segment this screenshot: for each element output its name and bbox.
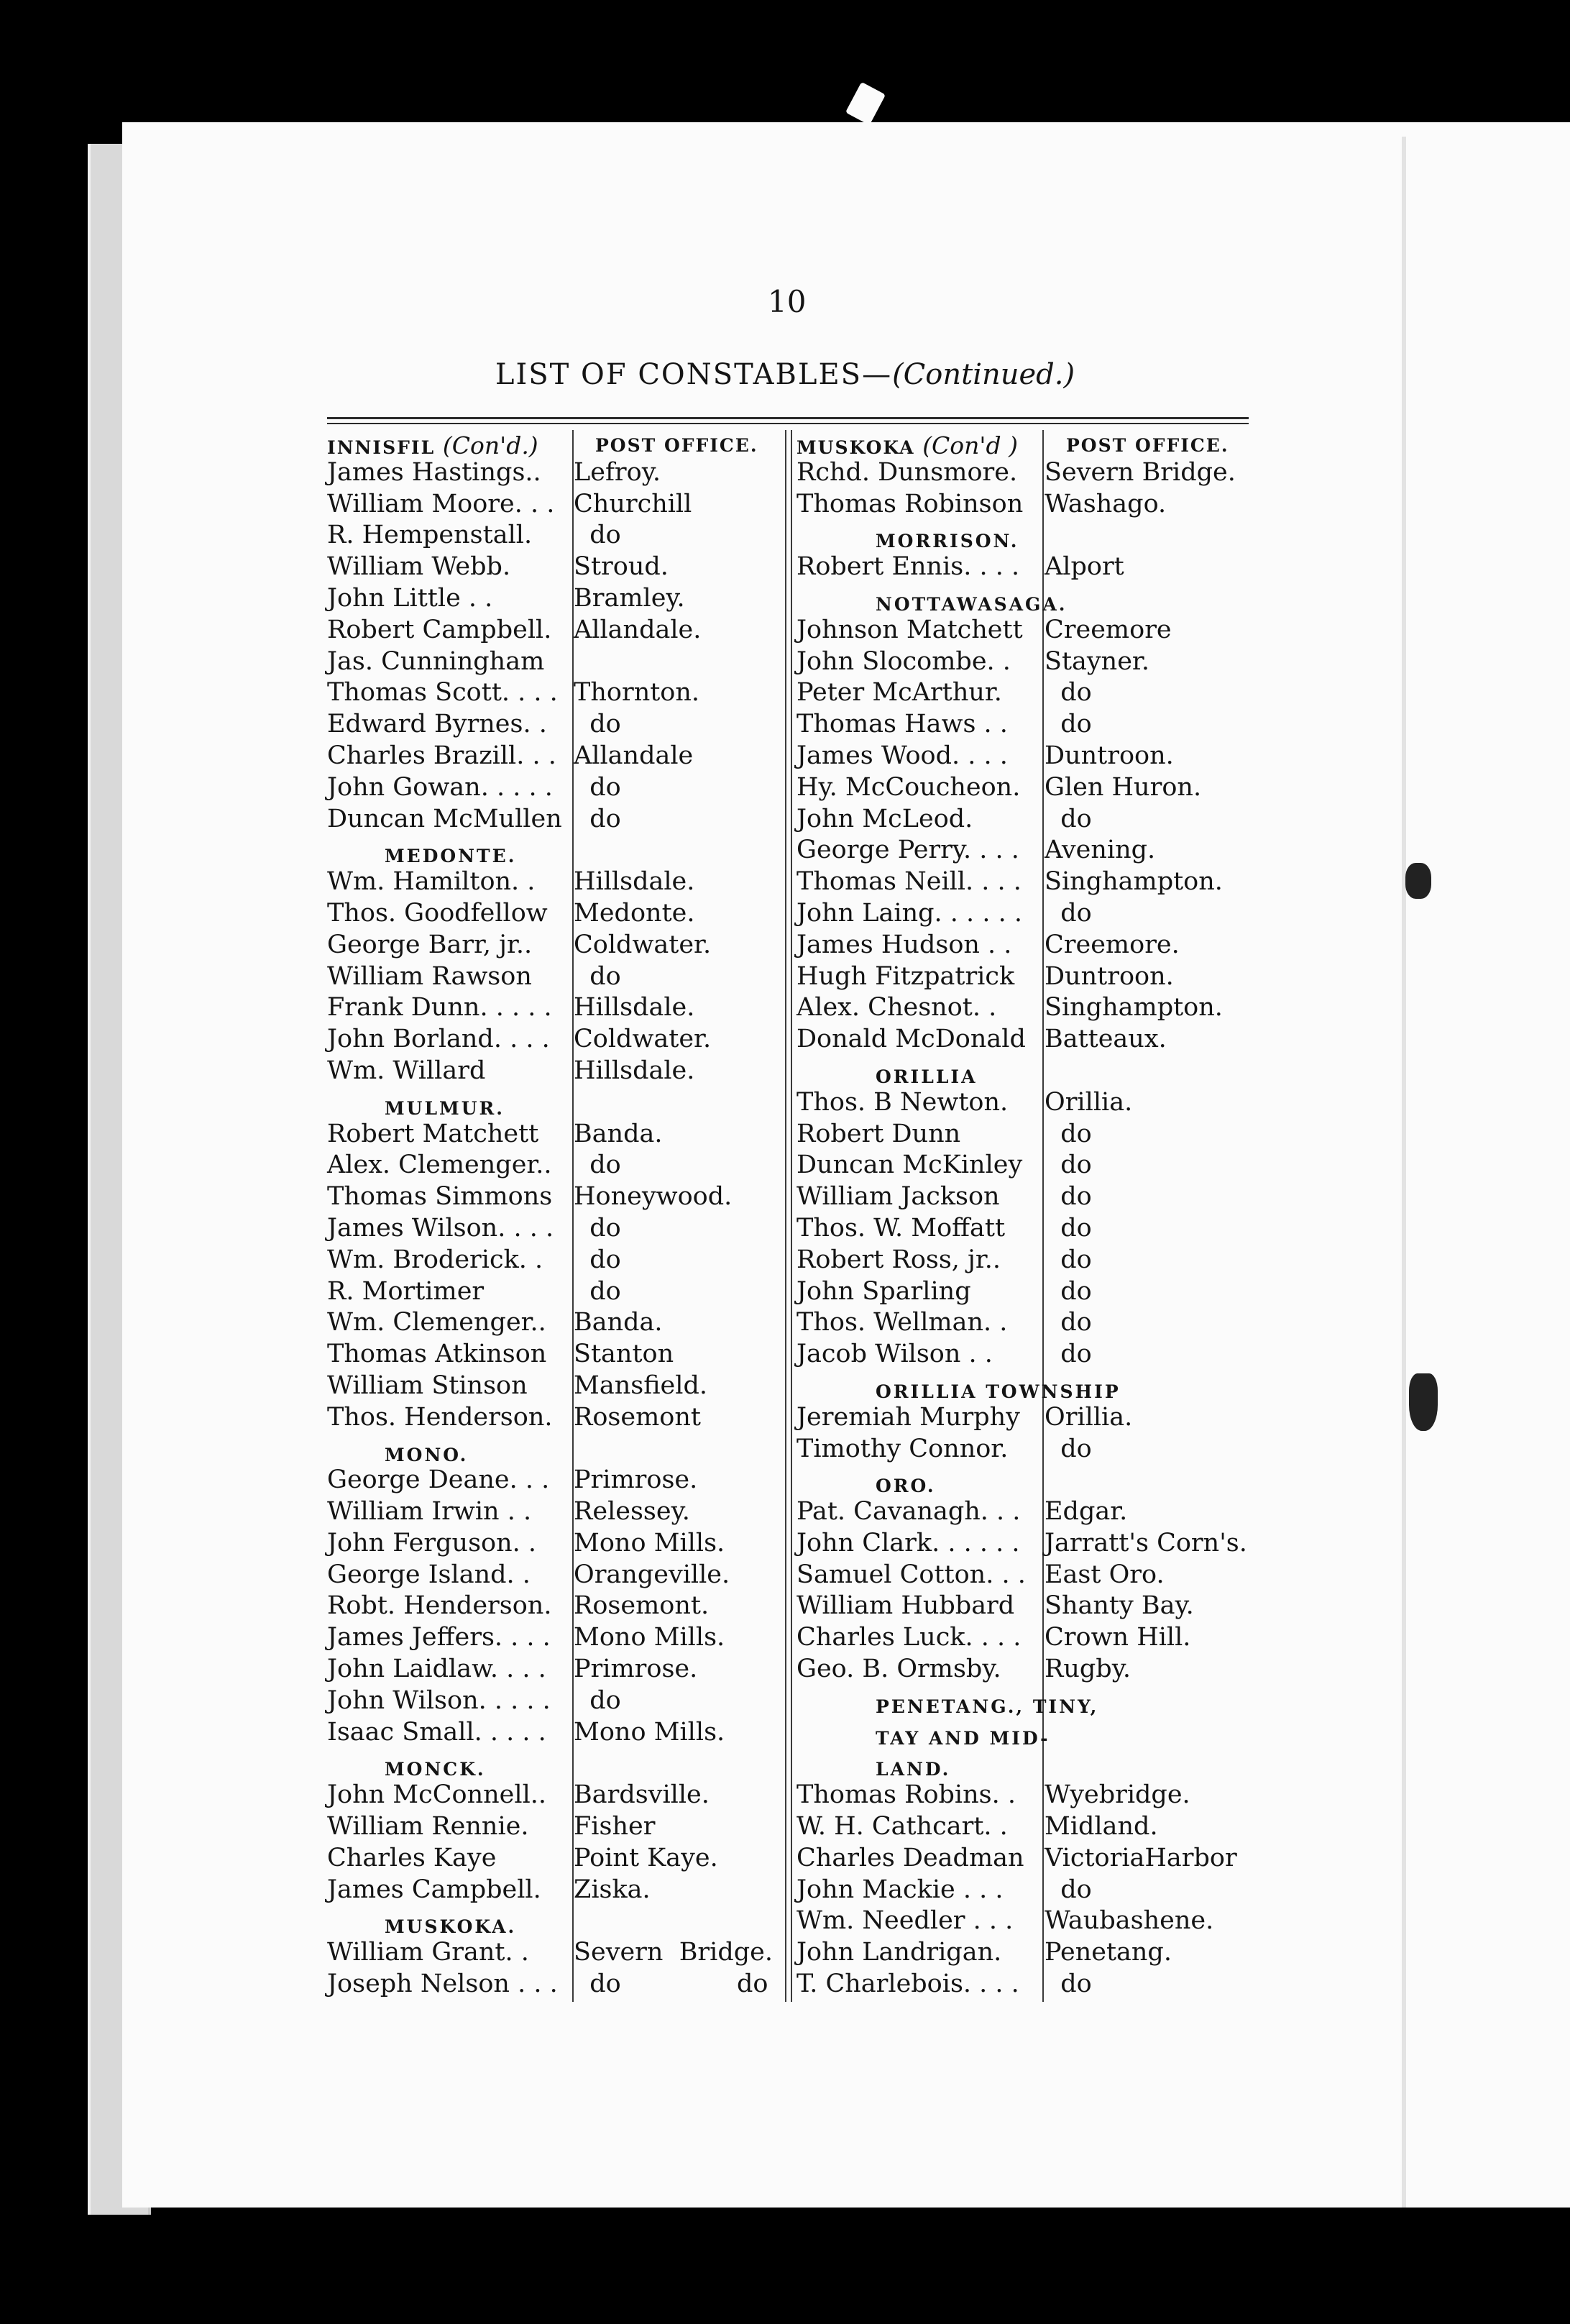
- constable-name: James Campbell.: [327, 1875, 541, 1904]
- post-office: Penetang.: [1045, 1938, 1172, 1967]
- post-office: Mono Mills.: [574, 1623, 725, 1652]
- post-office: do: [574, 1276, 621, 1306]
- constable-name: Duncan McKinley: [797, 1150, 1023, 1180]
- constable-name: Donald McDonald: [797, 1025, 1026, 1054]
- post-office: Glen Huron.: [1045, 772, 1202, 802]
- constable-name: John Ferguson. .: [327, 1528, 537, 1557]
- constable-name: John Slocombe. .: [797, 646, 1011, 676]
- post-office: Allandale: [574, 741, 694, 770]
- post-office: do: [1045, 1245, 1092, 1274]
- constable-name: John Wilson. . . . .: [327, 1685, 551, 1715]
- post-office: Relessey.: [574, 1497, 690, 1527]
- post-office: Avening.: [1045, 836, 1156, 865]
- post-office: Duntroon.: [1045, 741, 1174, 770]
- constable-name: John Landrigan.: [797, 1938, 1002, 1967]
- post-office-header: POST OFFICE.: [1066, 435, 1229, 456]
- post-office: Batteaux.: [1045, 1025, 1167, 1054]
- township-name: MEDONTE.: [385, 846, 517, 867]
- page-title: LIST OF CONSTABLES—(Continued.): [495, 358, 1075, 391]
- constable-name: John Sparling: [797, 1276, 971, 1306]
- township-name: MONO.: [385, 1444, 469, 1465]
- constable-name: Timothy Connor.: [797, 1434, 1009, 1463]
- constable-name: Thos. Henderson.: [327, 1402, 553, 1432]
- post-office: do: [1045, 1340, 1092, 1369]
- post-office: Allandale.: [574, 615, 702, 644]
- continued-marker: (Con'd.): [442, 431, 538, 459]
- constable-name: James Jeffers. . . .: [327, 1623, 551, 1652]
- post-office: Creemore.: [1045, 930, 1180, 959]
- constable-name: James Hastings..: [327, 457, 541, 487]
- post-office: do: [1045, 1119, 1092, 1148]
- post-office: Hillsdale.: [574, 1056, 695, 1085]
- constable-name: Thomas Simmons: [327, 1182, 553, 1212]
- post-office: Bramley.: [574, 583, 685, 613]
- post-office: Hillsdale.: [574, 993, 695, 1023]
- post-office: do: [1045, 1182, 1092, 1212]
- post-office: Banda.: [574, 1308, 663, 1337]
- post-office: Stanton: [574, 1340, 674, 1369]
- post-office: do: [574, 521, 621, 550]
- title-text: LIST OF CONSTABLES: [495, 358, 863, 391]
- constable-name: Pat. Cavanagh. . .: [797, 1497, 1021, 1527]
- township-name: MORRISON.: [876, 531, 1019, 552]
- constable-name: T. Charlebois. . . .: [797, 1970, 1019, 1999]
- post-office: Singhampton.: [1045, 993, 1223, 1023]
- post-office: do: [1045, 1875, 1092, 1904]
- constable-name: John Gowan. . . . .: [327, 772, 553, 802]
- constable-name: John McConnell..: [327, 1780, 547, 1810]
- post-office: Ziska.: [574, 1875, 651, 1904]
- township-name: LAND.: [876, 1759, 951, 1780]
- top-rule: [327, 417, 1249, 419]
- constable-name: William Irwin . .: [327, 1497, 532, 1527]
- constable-name: Isaac Small. . . . .: [327, 1717, 546, 1747]
- constable-name: George Island. .: [327, 1560, 531, 1589]
- post-office: Edgar.: [1045, 1497, 1128, 1527]
- constable-name: John Borland. . . .: [327, 1025, 550, 1054]
- township-name: MULMUR.: [385, 1097, 505, 1119]
- post-office: Fisher: [574, 1812, 656, 1842]
- constable-name: Joseph Nelson . . .: [327, 1970, 558, 1999]
- post-office: do: [574, 804, 621, 833]
- constable-name: Rchd. Dunsmore.: [797, 457, 1018, 487]
- post-office: do: [574, 961, 621, 991]
- post-office: Banda.: [574, 1119, 663, 1148]
- township-name: MONCK.: [385, 1759, 486, 1780]
- constable-name: Jeremiah Murphy: [797, 1402, 1020, 1432]
- post-office: Churchill: [574, 489, 692, 518]
- post-office: Coldwater.: [574, 1025, 712, 1054]
- post-office: Point Kaye.: [574, 1843, 718, 1872]
- post-office: do: [1045, 1213, 1092, 1243]
- post-office: do: [1045, 898, 1092, 928]
- post-office: do: [574, 772, 621, 802]
- constable-name: William Jackson: [797, 1182, 1000, 1212]
- post-office: Rugby.: [1045, 1655, 1131, 1684]
- constable-name: Robert Ross, jr..: [797, 1245, 1001, 1274]
- post-office: do: [574, 1150, 621, 1180]
- post-office: do: [574, 1685, 621, 1715]
- post-office: Severn Bridge.: [574, 1938, 773, 1967]
- post-office: do: [1045, 710, 1092, 739]
- constable-name: James Wilson. . . .: [327, 1213, 554, 1243]
- constable-name: William Moore. . .: [327, 489, 555, 518]
- post-office: Washago.: [1045, 489, 1167, 518]
- post-office: Rosemont.: [574, 1591, 710, 1621]
- constable-name: W. H. Cathcart. .: [797, 1812, 1008, 1842]
- constable-name: Duncan McMullen: [327, 804, 562, 833]
- post-office: Rosemont: [574, 1402, 701, 1432]
- constable-name: John Laidlaw. . . .: [327, 1655, 546, 1684]
- post-office: Mansfield.: [574, 1371, 707, 1400]
- post-office: Crown Hill.: [1045, 1623, 1191, 1652]
- post-office: Creemore: [1045, 615, 1172, 644]
- township-name: NOTTAWASAGA.: [876, 593, 1068, 615]
- constable-name: John McLeod.: [797, 804, 973, 833]
- post-office: Waubashene.: [1045, 1906, 1214, 1936]
- constable-name: John Laing. . . . . .: [797, 898, 1022, 928]
- column-divider: [785, 430, 786, 2002]
- constable-name: Robt. Henderson.: [327, 1591, 552, 1621]
- post-office-header: POST OFFICE.: [595, 435, 758, 456]
- constable-name: Thomas Neill. . . .: [797, 867, 1022, 897]
- post-office: Stroud.: [574, 552, 669, 582]
- post-office: Jarratt's Corn's.: [1045, 1528, 1247, 1557]
- post-office: Mono Mills.: [574, 1717, 725, 1747]
- post-office: do: [574, 710, 621, 739]
- township-name: PENETANG., TINY,: [876, 1696, 1099, 1717]
- post-office: do: [1045, 1150, 1092, 1180]
- constable-name: Alex. Chesnot. .: [797, 993, 997, 1023]
- post-office: do: [1045, 1276, 1092, 1306]
- constable-name: Alex. Clemenger..: [327, 1150, 552, 1180]
- constable-name: Wm. Clemenger..: [327, 1308, 546, 1337]
- constable-name: William Webb.: [327, 552, 511, 582]
- paper-fleck: [845, 82, 886, 125]
- constable-name: Charles Deadman: [797, 1843, 1024, 1872]
- post-office: do: [1045, 804, 1092, 833]
- post-office: do: [1045, 1434, 1092, 1463]
- constable-name: William Grant. .: [327, 1938, 529, 1967]
- constable-name: Charles Kaye: [327, 1843, 497, 1872]
- post-office: Lefroy.: [574, 457, 661, 487]
- post-office: Primrose.: [574, 1465, 698, 1495]
- post-office: Orangeville.: [574, 1560, 730, 1589]
- post-office: Hillsdale.: [574, 867, 695, 897]
- post-office: Alport: [1045, 552, 1124, 582]
- constable-name: Geo. B. Ormsby.: [797, 1655, 1001, 1684]
- constable-name: William Rawson: [327, 961, 532, 991]
- constable-name: Thomas Robinson: [797, 489, 1024, 518]
- post-office: Mono Mills.: [574, 1528, 725, 1557]
- constable-name: Peter McArthur.: [797, 678, 1002, 708]
- township-header-name: INNISFIL: [327, 437, 443, 458]
- page-crease: [1402, 137, 1406, 2208]
- post-office: do: [1045, 1308, 1092, 1337]
- column-divider: [791, 430, 792, 2002]
- constable-name: Edward Byrnes. .: [327, 710, 547, 739]
- post-office: Coldwater.: [574, 930, 712, 959]
- post-office: do: [1045, 1970, 1092, 1999]
- post-office: Thornton.: [574, 678, 700, 708]
- constable-name: Wm. Hamilton. .: [327, 867, 536, 897]
- constable-name: R. Hempenstall.: [327, 521, 533, 550]
- constable-name: William Stinson: [327, 1371, 528, 1400]
- constable-name: Thos. Wellman. .: [797, 1308, 1008, 1337]
- post-office: Bardsville.: [574, 1780, 710, 1810]
- constable-name: Jas. Cunningham: [327, 646, 545, 676]
- post-office: do: [574, 1213, 621, 1243]
- constable-name: R. Mortimer: [327, 1276, 485, 1306]
- constable-name: John Clark. . . . . .: [797, 1528, 1020, 1557]
- post-office: Primrose.: [574, 1655, 698, 1684]
- post-office: do: [1045, 678, 1092, 708]
- constable-name: Thos. W. Moffatt: [797, 1213, 1006, 1243]
- constable-name: Wm. Broderick. .: [327, 1245, 543, 1274]
- constable-name: Thos. B Newton.: [797, 1087, 1009, 1117]
- constable-name: Charles Luck. . . .: [797, 1623, 1022, 1652]
- post-office: Severn Bridge.: [1045, 457, 1236, 487]
- constable-name: Robert Ennis. . . .: [797, 552, 1020, 582]
- post-office: Orillia.: [1045, 1087, 1133, 1117]
- ink-smudge: [1409, 1373, 1438, 1431]
- constable-name: Hugh Fitzpatrick: [797, 961, 1015, 991]
- post-office-ditto: do: [737, 1970, 768, 1999]
- constable-name: Wm. Needler . . .: [797, 1906, 1014, 1936]
- constable-name: Thomas Haws . .: [797, 710, 1008, 739]
- continued-marker: (Con'd ): [922, 431, 1018, 459]
- ink-smudge: [1405, 863, 1431, 899]
- post-office: Singhampton.: [1045, 867, 1223, 897]
- township-header-name: MUSKOKA: [797, 437, 923, 458]
- post-office: Wyebridge.: [1045, 1780, 1190, 1810]
- constable-name: Frank Dunn. . . . .: [327, 993, 552, 1023]
- constable-name: Hy. McCoucheon.: [797, 772, 1021, 802]
- post-office: Medonte.: [574, 898, 695, 928]
- constable-name: William Hubbard: [797, 1591, 1015, 1621]
- constable-name: John Little . .: [327, 583, 493, 613]
- township-name: ORILLIA: [876, 1066, 978, 1087]
- constable-name: John Mackie . . .: [797, 1875, 1004, 1904]
- constable-name: Johnson Matchett: [797, 615, 1023, 644]
- constable-name: Thomas Scott. . . .: [327, 678, 558, 708]
- post-office: Honeywood.: [574, 1182, 733, 1212]
- constable-name: James Wood. . . .: [797, 741, 1008, 770]
- constable-name: Thomas Atkinson: [327, 1340, 547, 1369]
- township-name: ORO.: [876, 1476, 936, 1497]
- post-office: VictoriaHarbor: [1045, 1843, 1237, 1872]
- constable-name: Wm. Willard: [327, 1056, 486, 1085]
- constable-name: George Perry. . . .: [797, 836, 1019, 865]
- township-name: MUSKOKA.: [385, 1916, 517, 1938]
- constable-name: Thomas Robins. .: [797, 1780, 1016, 1810]
- constable-name: Robert Matchett: [327, 1119, 539, 1148]
- township-name: TAY AND MID-: [876, 1727, 1050, 1749]
- constable-name: George Deane. . .: [327, 1465, 550, 1495]
- constable-name: Charles Brazill. . .: [327, 741, 556, 770]
- post-office: Duntroon.: [1045, 961, 1174, 991]
- post-office: Shanty Bay.: [1045, 1591, 1194, 1621]
- post-office: Stayner.: [1045, 646, 1149, 676]
- post-office: Midland.: [1045, 1812, 1158, 1842]
- constable-name: Jacob Wilson . .: [797, 1340, 993, 1369]
- post-office: do: [574, 1245, 621, 1274]
- constable-name: Robert Dunn: [797, 1119, 961, 1148]
- post-office: East Oro.: [1045, 1560, 1165, 1589]
- post-office: do: [574, 1970, 621, 1999]
- post-office: Orillia.: [1045, 1402, 1133, 1432]
- constable-name: Samuel Cotton. . .: [797, 1560, 1026, 1589]
- constable-name: Thos. Goodfellow: [327, 898, 548, 928]
- column-divider: [1042, 430, 1044, 2002]
- constable-name: Robert Campbell.: [327, 615, 552, 644]
- constable-name: George Barr, jr..: [327, 930, 533, 959]
- constable-name: William Rennie.: [327, 1812, 529, 1842]
- title-continued: (Continued.): [892, 358, 1075, 391]
- constable-name: James Hudson . .: [797, 930, 1012, 959]
- top-rule-thin: [327, 423, 1249, 424]
- township-name: ORILLIA TOWNSHIP: [876, 1381, 1121, 1402]
- page-number: 10: [768, 284, 807, 319]
